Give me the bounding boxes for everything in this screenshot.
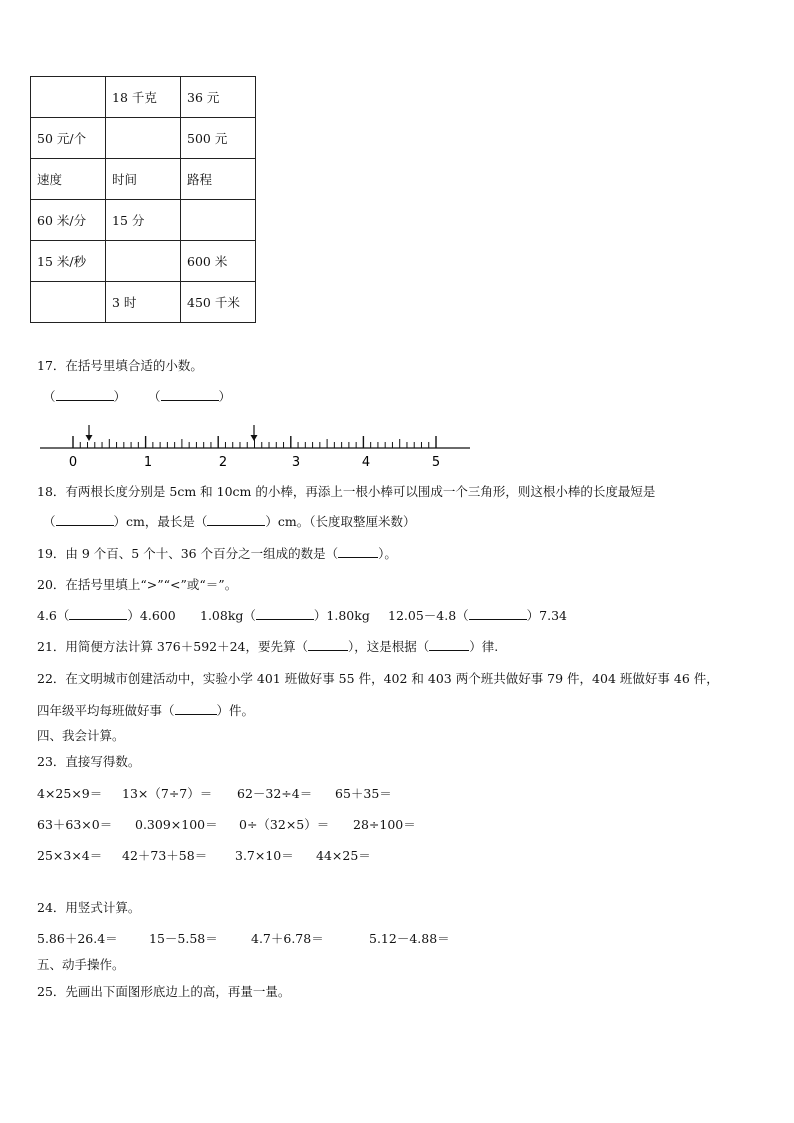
table-cell: 500 元 [181,118,256,159]
table-cell [106,241,181,282]
table-cell: 450 千米 [181,282,256,323]
q17-blank-1: （ ） [43,389,127,404]
table-row [31,118,256,159]
question-18-line2: （ ）cm，最长是（ ）cm。（长度取整厘米数） [43,514,416,529]
ruler-label: 2 [218,455,228,470]
table-row [31,159,256,200]
table-cell: 3 时 [106,282,181,323]
q20-item: 4.6（ ）4.600 [37,608,176,623]
question-22: 22．在文明城市创建活动中，实验小学 401 班做好事 55 件，402 和 403 两个班共做好事 79 件，404 班做好事 46 件， [37,671,719,686]
section-heading-5: 五、动手操作。 [37,957,125,972]
answer-blank[interactable] [469,608,527,620]
table-cell: 速度 [31,159,106,200]
question-25: 25．先画出下面图形底边上的高，再量一量。 [37,984,291,999]
ruler-label: 3 [291,455,301,470]
q23-expr: 25×3×4＝ [37,848,103,863]
ruler-label: 5 [431,455,441,470]
answer-blank[interactable] [256,608,314,620]
table-cell: 路程 [181,159,256,200]
answer-blank[interactable] [56,389,114,401]
number-line [0,420,794,470]
unit-table [30,76,256,323]
q17-blank-2: （ ） [148,389,232,404]
q23-expr: 62－32÷4＝ [237,786,313,801]
q23-expr: 65＋35＝ [335,786,392,801]
table-cell: 600 米 [181,241,256,282]
table-cell: 15 分 [106,200,181,241]
table-cell: 50 元/个 [31,118,106,159]
table-cell: 时间 [106,159,181,200]
table-cell: 15 米/秒 [31,241,106,282]
table-cell: 60 米/分 [31,200,106,241]
answer-blank[interactable] [338,546,378,558]
ruler-label: 0 [68,455,78,470]
arrow-marker-2 [251,425,258,441]
q20-item: 1.08kg（ ）1.80kg [200,608,370,623]
q23-expr: 0÷（32×5）＝ [239,817,330,832]
q23-expr: 0.309×100＝ [135,817,218,832]
table-cell [31,282,106,323]
arrow-marker-1 [86,425,93,441]
q20-item: 12.05－4.8（ ）7.34 [388,608,568,623]
q23-expr: 3.7×10＝ [235,848,294,863]
table-row [31,77,256,118]
q24-expr: 15－5.58＝ [149,931,218,946]
question-21: 21．用简便方法计算 376＋592＋24，要先算（ ），这是根据（ ）律. [37,639,499,654]
ruler-label: 4 [361,455,371,470]
answer-blank[interactable] [207,514,265,526]
table-cell [106,118,181,159]
answer-blank[interactable] [429,639,469,651]
table-row [31,282,256,323]
q23-expr: 28÷100＝ [353,817,416,832]
section-heading-4: 四、我会计算。 [37,728,125,743]
question-20: 20．在括号里填上“>”“<”或“＝”。 [37,577,238,592]
answer-blank[interactable] [56,514,114,526]
table-cell [31,77,106,118]
q24-expr: 5.12－4.88＝ [369,931,450,946]
question-19: 19．由 9 个百、5 个十、36 个百分之一组成的数是（ ）。 [37,546,397,561]
q23-expr: 44×25＝ [316,848,371,863]
question-18: 18．有两根长度分别是 5cm 和 10cm 的小棒，再添上一根小棒可以围成一个三角形，则这根小棒的长度最短是 [37,484,656,499]
q23-expr: 63＋63×0＝ [37,817,113,832]
answer-blank[interactable] [175,703,217,715]
q23-expr: 42＋73＋58＝ [122,848,208,863]
table-cell [181,200,256,241]
table-row [31,241,256,282]
question-17: 17．在括号里填合适的小数。 [37,358,203,373]
q23-expr: 13×（7÷7）＝ [122,786,213,801]
ruler-label: 1 [143,455,153,470]
question-24: 24．用竖式计算。 [37,900,141,915]
q24-expr: 4.7＋6.78＝ [251,931,324,946]
table-cell: 36 元 [181,77,256,118]
q23-expr: 4×25×9＝ [37,786,103,801]
answer-blank[interactable] [308,639,348,651]
table-cell: 18 千克 [106,77,181,118]
answer-blank[interactable] [161,389,219,401]
table-row [31,200,256,241]
answer-blank[interactable] [69,608,127,620]
question-22-line2: 四年级平均每班做好事（ ）件。 [37,703,255,718]
question-23: 23．直接写得数。 [37,754,141,769]
q24-expr: 5.86＋26.4＝ [37,931,118,946]
